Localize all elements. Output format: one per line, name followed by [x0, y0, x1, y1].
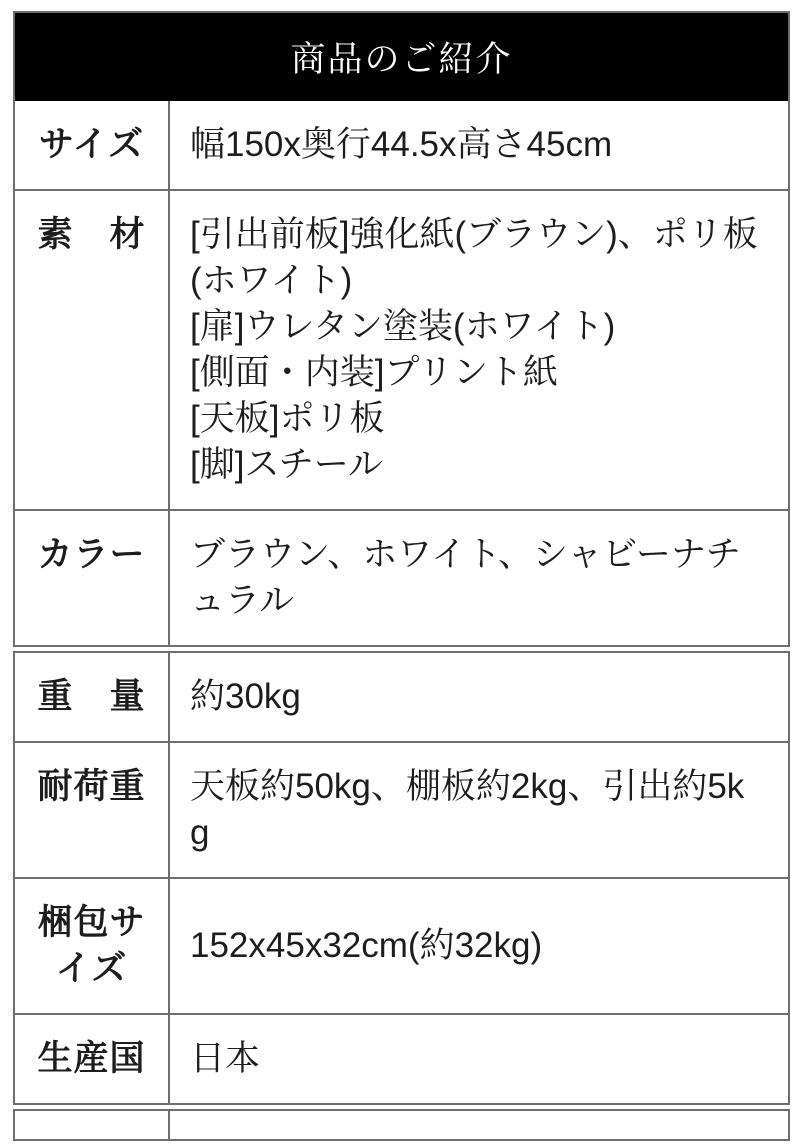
spec-label: カラー: [15, 511, 170, 645]
product-spec-section: [13, 11, 790, 1145]
spec-value: [170, 1015, 788, 1103]
spec-value: [170, 101, 788, 189]
spec-value-line: [扉]ウレタン塗装(ホワイト): [190, 307, 616, 346]
spec-value-line: 約30kg: [190, 677, 301, 716]
spec-value: [170, 653, 788, 741]
spec-label: 素 材: [15, 191, 170, 509]
section-title: 商品のご紹介: [15, 13, 788, 101]
spec-block-1: [13, 11, 790, 647]
table-row: [15, 1013, 788, 1103]
table-row: [15, 101, 788, 189]
spec-value-line: [天板]ポリ板: [190, 399, 385, 438]
spec-value: [170, 743, 788, 877]
spec-value: [170, 511, 788, 645]
table-row: [15, 741, 788, 877]
table-row: [15, 509, 788, 645]
spec-value-line: [脚]スチール: [190, 445, 384, 484]
spec-rows-container-1: [15, 101, 788, 645]
table-row: [15, 877, 788, 1013]
spec-block-2: [13, 651, 790, 1105]
spec-label: 梱包サイズ: [15, 879, 170, 1013]
spec-value-line: 日本: [190, 1039, 261, 1078]
spec-value-line: 天板約50kg、棚板約2kg、引出約5kg: [190, 767, 745, 852]
spec-value-empty: [170, 1111, 788, 1139]
spec-label-empty: [15, 1111, 170, 1139]
spec-block-cutoff: [13, 1109, 790, 1141]
spec-value: [170, 879, 788, 1013]
spec-value-line: 幅150x奥行44.5x高さ45cm: [190, 125, 613, 164]
spec-rows-container-2: [15, 653, 788, 1103]
spec-value-line: ブラウン、ホワイト、シャビーナチュラル: [190, 535, 741, 620]
spec-label: サイズ: [15, 101, 170, 189]
spec-label: 重 量: [15, 653, 170, 741]
spec-label: 耐荷重: [15, 743, 170, 877]
spec-value: [170, 191, 788, 509]
spec-value-line: 152x45x32cm(約32kg): [190, 926, 543, 965]
spec-label: 生産国: [15, 1015, 170, 1103]
table-row: [15, 653, 788, 741]
spec-value-line: [側面・内装]プリント紙: [190, 353, 559, 392]
spec-value-line: [引出前板]強化紙(ブラウン)、ポリ板(ホワイト): [190, 215, 758, 300]
table-row: [15, 189, 788, 509]
table-row-cutoff: [15, 1111, 788, 1139]
